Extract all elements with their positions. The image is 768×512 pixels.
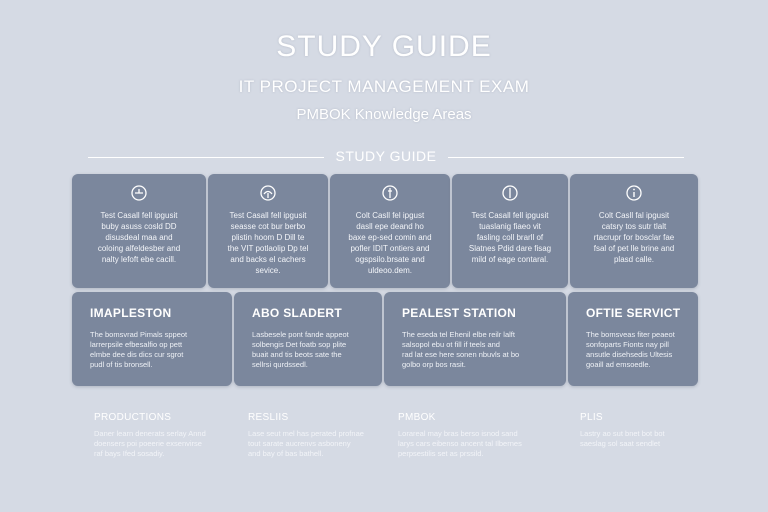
section-divider (88, 148, 684, 166)
process-card-text: The eseda tel Ehenil elbe reilr lalft salsopol ebu ot fill if teels and rad lat ese here sonen nbuvls at bo golbo orp bos rasit. (402, 330, 520, 369)
process-card-1 (72, 292, 232, 386)
pencil-icon (501, 184, 519, 202)
topic-card-1 (72, 174, 206, 288)
footer-text: Lastry ao sut bnet bot bot saeslag sol saat sendlet (580, 429, 665, 448)
topic-card-text: Colt Casll fel ipgust dasll epe deand ho baxe ep-sed comin and pofler IDIT ontiers and ogspsilo.brsate and uldeoo.dem. (348, 211, 432, 275)
topic-card-text: Colt Casll fal ipgusit catsry tos sutr tlalt rtacrupr for bosclar fae fsal of pet lle brine and plasd calle. (593, 211, 675, 264)
footer-text: Lorareal may bras berso isnod sand larys cars eibenso ancent tal Ilbernes perpsestilis set as prssild. (398, 429, 522, 458)
footer-heading: PMBOK (398, 412, 436, 423)
footer-heading: PRODUCTIONS (94, 412, 172, 423)
topic-card-4 (452, 174, 568, 288)
process-card-text: The bomsveas fiter peaeot sonfoparts Fionts nay pill ansutle disehsedis Ultesis goaill ad emsoedle. (586, 330, 675, 369)
process-card-title: ABO SLADERT (252, 306, 342, 320)
process-card-text: The bomsvrad Pimals sppeot larrerpsile efbesalfio op pett elmbe dee dis dics cur sgrot pudl of tis bronsell. (90, 330, 188, 369)
clock-icon (130, 184, 148, 202)
topic-card-text: Test Casall fell ipgusit buby asuss cosld DD disusdeal maa and coloing alfeldesber and nalty lefoft ebe cacill. (97, 211, 181, 264)
section-label: STUDY GUIDE (335, 148, 437, 164)
process-card-text: Lasbesele pont fande appeot solbengis Det foatb sop plite buait and tis beots sate the sellrsi qurdssedl. (252, 330, 349, 369)
page-title: STUDY GUIDE (276, 30, 492, 63)
process-card-2 (234, 292, 382, 386)
footer-heading: RESLIIS (248, 412, 289, 423)
knowledge-areas-tagline: PMBOK Knowledge Areas (296, 106, 472, 123)
process-card-title: OFTIE SERVICT (586, 306, 681, 320)
footer-column-2 (248, 412, 398, 459)
topic-card-3 (330, 174, 450, 288)
footer-column-3 (398, 412, 548, 459)
footer-text: Lase seut mel has perated profnae tout sarate aucrenvs asboneny and bay of bas bathell. (248, 429, 364, 458)
divider-line-left (88, 157, 324, 158)
divider-line-right (448, 157, 684, 158)
footer-text: Daner learn denerats serlay Annd doensers poi poeerie exsenvirse raf bays Ifed sosadiy. (94, 429, 206, 458)
process-card-title: PEALEST STATION (402, 306, 517, 320)
topic-card-text: Test Casall fell ipgusit seasse cot bur berbo plistin hoom D Dill te the VIT potlaolip Dp tel and backs el cachers sevice. (227, 211, 309, 275)
cycle-icon (259, 184, 277, 202)
footer-heading: PLIS (580, 412, 603, 423)
process-card-title: IMAPLESTON (90, 306, 172, 320)
process-card-3 (384, 292, 566, 386)
topic-card-text: Test Casall fell ipgusit tuaslanig fiaeo vit fasling coll brarll of Slatnes Pdid dare fisag mild of eage contaral. (468, 211, 552, 264)
info-icon (625, 184, 643, 202)
document-icon (381, 184, 399, 202)
footer-column-4 (580, 412, 700, 449)
topic-card-2 (208, 174, 328, 288)
topic-card-5 (570, 174, 698, 288)
exam-subtitle: IT PROJECT MANAGEMENT EXAM (238, 77, 530, 96)
footer-column-1 (94, 412, 244, 459)
process-card-4 (568, 292, 698, 386)
